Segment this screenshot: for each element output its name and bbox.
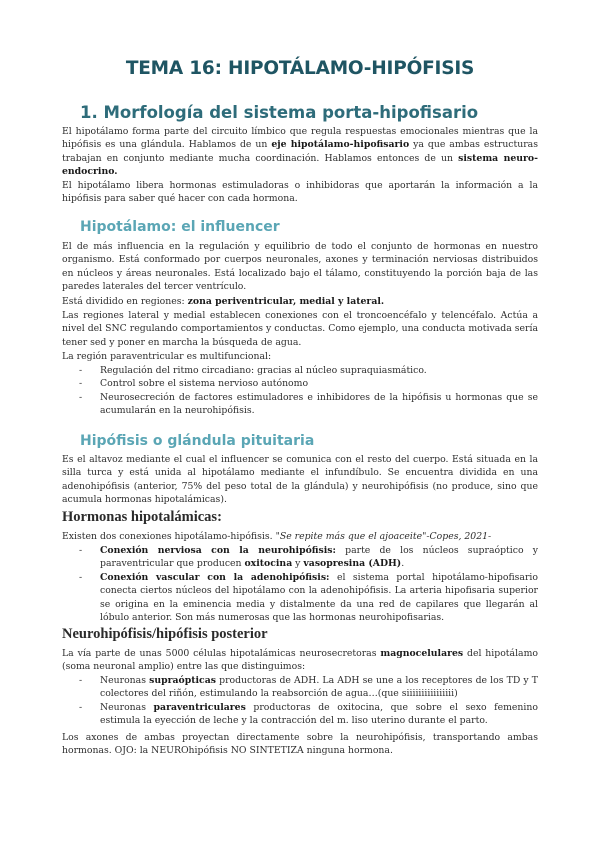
list-item: - Neuronas supraópticas productoras de ADH. La ADH se une a los receptores de los TD y T colectores del riñón, estimulando la reabsorción de agua…(que siiiiiiiiiiiiiiii)	[62, 674, 538, 701]
list-item: - Neurosecreción de factores estimuladores e inhibidores de la hipófisis u hormonas que se acumularán en la neurohipófisis.	[62, 391, 538, 418]
paragraph-regiones: Está dividido en regiones: zona periventricular, medial y lateral.	[62, 296, 385, 307]
paragraph-conexiones-hipotalamo-hipofisis: Existen dos conexiones hipotálamo-hipófisis. "Se repite más que el ajoaceite"-Copes, 2021-	[62, 531, 492, 542]
section-heading-hipofisis: Hipófisis o glándula pituitaria	[80, 433, 315, 449]
section-heading-hormonas-hipotalamicas: Hormonas hipotalámicas:	[62, 509, 222, 525]
section-heading-morfologia: 1. Morfología del sistema porta-hipofisario	[80, 103, 479, 122]
list-item: - Regulación del ritmo circadiano: gracias al núcleo supraquiasmático.	[62, 364, 538, 377]
section-heading-neurohipofisis: Neurohipófisis/hipófisis posterior	[62, 626, 268, 642]
list-item: - Conexión vascular con la adenohipófisis: el sistema portal hipotálamo-hipofisario conecta ciertos núcleos del hipotálamo con la adenohipófisis. La arteria hipofisaria superior se origina en la eminencia media y distalmente da una red de capilares que llegarán al lóbulo anterior. Son más numerosas que las hormonas neurohipofisarias.	[62, 571, 538, 625]
paragraph-hormonas-liberadoras: El hipotálamo libera hormonas estimuladoras o inhibidoras que aportarán la información a la hipófisis para saber qué hacer con cada hormona.	[62, 180, 538, 205]
list-item: - Control sobre el sistema nervioso autónomo	[62, 377, 538, 390]
list-item: - Conexión nerviosa con la neurohipófisis: parte de los núcleos supraóptico y paraventricular que producen oxitocina y vasopresina (ADH).	[62, 544, 538, 571]
list-funciones-paraventricular	[62, 364, 538, 418]
paragraph-hipofisis: Es el altavoz mediante el cual el influencer se comunica con el resto del cuerpo. Está situada en la silla turca y está unida al hipotálamo mediante el infundíbulo. Se encuentra dividida en una adenohipófisis (anterior, 75% del peso total de la glándula) y neurohipófisis (no produce, sino que acumula hormonas hipotalámicas).	[62, 454, 538, 506]
paragraph-via-neurosecretora: La vía parte de unas 5000 células hipotalámicas neurosecretoras magnocelulares del hipotálamo (soma neuronal amplio) entre las que distinguimos:	[62, 648, 539, 673]
paragraph-region-paraventricular: La región paraventricular es multifuncional:	[62, 351, 272, 362]
page-title: TEMA 16: HIPOTÁLAMO-HIPÓFISIS	[125, 58, 475, 79]
list-item: - Neuronas paraventriculares productoras de oxitocina, que sobre el sexo femenino estimula la eyección de leche y la contracción del m. liso uterino durante el parto.	[62, 701, 538, 728]
paragraph-hipotalamo-influencia: El de más influencia en la regulación y equilibrio de todo el conjunto de hormonas en nuestro organismo. Está conformado por cuerpos neuronales, axones y terminación nerviosas distribuidos en núcleos y áreas neuronales. Está localizado bajo el tálamo, constituyendo la porción baja de las paredes laterales del tercer ventrículo.	[62, 241, 538, 293]
paragraph-conexiones: Las regiones lateral y medial establecen conexiones con el troncoencéfalo y telencéfalo. Actúa a nivel del SNC regulando comportamientos y conductas. Como ejemplo, una conducta motivada sería tener sed y poner en marcha la búsqueda de agua.	[62, 310, 538, 348]
list-conexiones	[62, 544, 538, 624]
paragraph-axones: Los axones de ambas proyectan directamente sobre la neurohipófisis, transportando ambas hormonas. OJO: la NEUROhipófisis NO SINTETIZA ninguna hormona.	[62, 732, 538, 757]
list-neuronas	[62, 674, 538, 728]
section-heading-hipotalamo: Hipotálamo: el influencer	[80, 219, 280, 235]
paragraph-eje: El hipotálamo forma parte del circuito límbico que regula respuestas emocionales mientras que la hipófisis es una glándula. Hablamos de un eje hipotálamo-hipofisario ya que ambas estructuras trabajan en conjunto mediante mucha coordinación. Hablamos entonces de un sistema neuro-endocrino.	[62, 126, 538, 178]
